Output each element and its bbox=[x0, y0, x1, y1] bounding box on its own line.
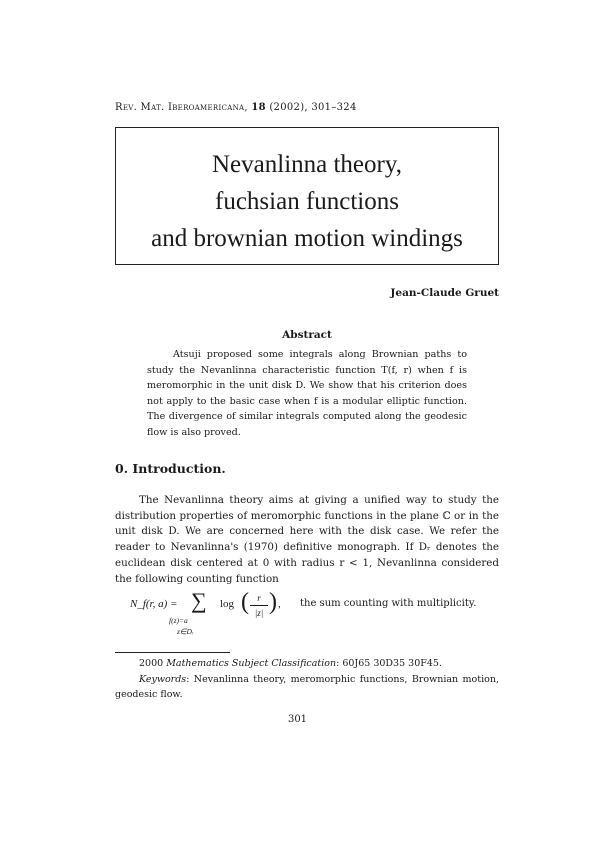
fraction bbox=[250, 592, 268, 619]
formula-description: the sum counting with multiplicity. bbox=[300, 598, 477, 609]
classification-year: 2000 bbox=[139, 658, 167, 669]
footnote-classification bbox=[115, 656, 499, 671]
intro-text: The Nevanlinna theory aims at giving a unified way to study the distribution properties of meromorphic functions in the plane ℂ or in the unit disk D. We are concerned here with the disk case. We refer the reader to Nevanlinna's (1970) definitive monograph. If Dᵣ denotes the euclidean disk centered at 0 with radius r < 1, Nevanlinna considered the following counting function bbox=[115, 494, 499, 585]
fraction-denominator: |z| bbox=[254, 608, 264, 618]
year-pages: (2002), 301–324 bbox=[269, 102, 357, 113]
title-line-2: fuchsian functions bbox=[215, 188, 399, 215]
log-operator: log bbox=[220, 598, 235, 610]
sum-subscript-condition: f(z)=a bbox=[169, 616, 188, 625]
sum-subscript-domain: z∈Dᵣ bbox=[177, 627, 194, 636]
abstract-body bbox=[147, 347, 467, 440]
right-paren: ) bbox=[269, 589, 277, 615]
volume-number: 18 bbox=[251, 102, 266, 113]
keywords-list: : Nevanlinna theory, meromorphic functions, Brownian motion, geodesic flow. bbox=[115, 674, 499, 700]
fraction-bar bbox=[250, 605, 268, 606]
formula-comma: , bbox=[278, 598, 281, 610]
formula-lhs: N_f(r, a) = bbox=[130, 598, 178, 610]
fraction-numerator: r bbox=[257, 593, 261, 603]
counting-function-formula bbox=[130, 590, 500, 640]
abstract-heading: Abstract bbox=[282, 329, 332, 341]
title-line-3: and brownian motion windings bbox=[151, 225, 463, 252]
section-heading: 0. Introduction. bbox=[115, 461, 226, 476]
author-name: Jean-Claude Gruet bbox=[390, 287, 499, 299]
title-box bbox=[115, 127, 499, 265]
keywords-label: Keywords bbox=[139, 674, 187, 685]
journal-name: Rev. Mat. Iberoamericana, bbox=[115, 102, 248, 113]
left-paren: ( bbox=[241, 589, 249, 615]
intro-paragraph bbox=[115, 493, 499, 587]
sum-symbol: ∑ bbox=[191, 588, 207, 613]
title-line-1: Nevanlinna theory, bbox=[212, 151, 402, 178]
classification-codes: : 60J65 30D35 30F45. bbox=[336, 658, 442, 669]
abstract-text: Atsuji proposed some integrals along Brownian paths to study the Nevanlinna characteristic function T(f, r) when f is meromorphic in the unit disk D. We show that his criterion does not apply to the basic case when f is a modular elliptic function. The divergence of similar integrals computed along the geodesic flow is also proved. bbox=[147, 349, 467, 438]
page-number: 301 bbox=[287, 714, 308, 725]
footnote-keywords bbox=[115, 672, 499, 702]
classification-label: Mathematics Subject Classification bbox=[166, 658, 337, 669]
footnote-rule bbox=[115, 652, 230, 653]
running-head bbox=[115, 102, 357, 113]
